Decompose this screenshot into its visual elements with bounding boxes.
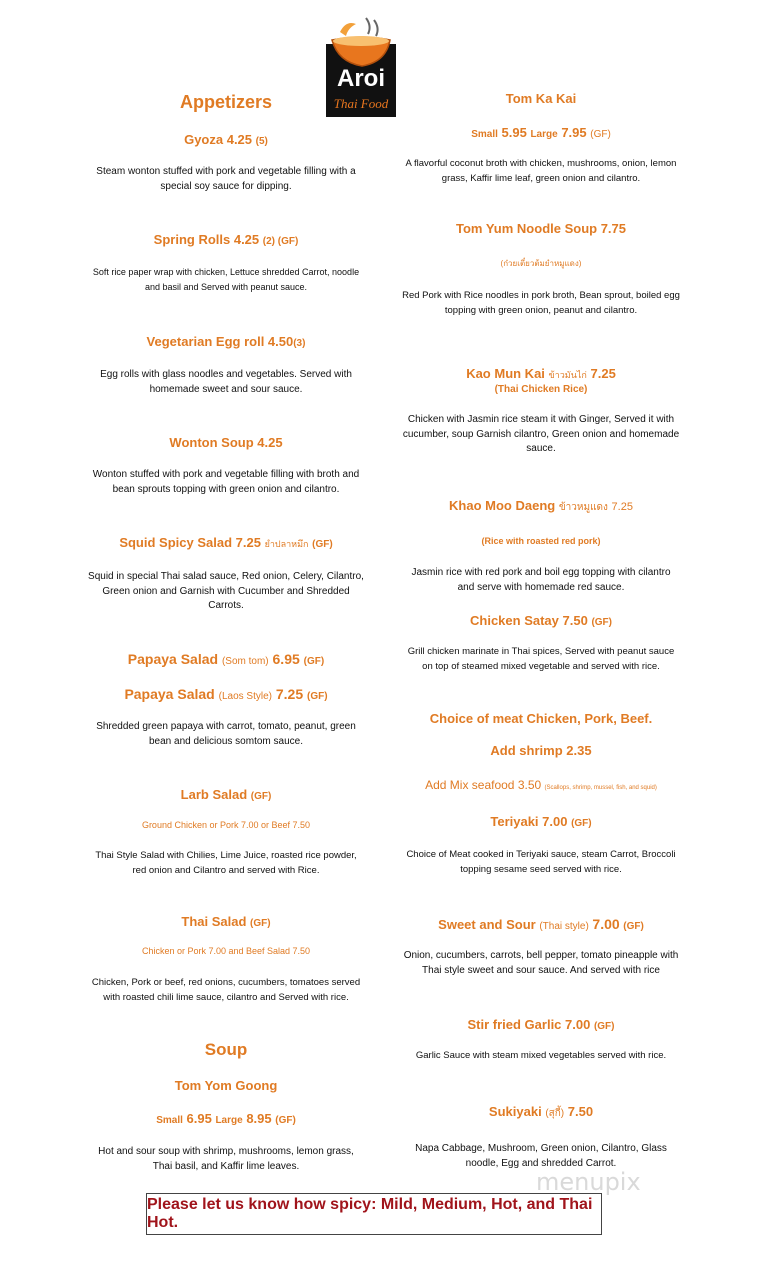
chicken-satay-desc: Grill chicken marinate in Thai spices, Served with peanut sauce on top of steamed mixed vegetable and served with rice. bbox=[407, 646, 675, 672]
stir-fried-garlic-title: Stir fried Garlic 7.00 (GF) bbox=[467, 1017, 615, 1032]
sukiyaki-title: Sukiyaki (สุกี้) 7.50 bbox=[488, 1104, 594, 1119]
watermark: menupix bbox=[536, 1168, 641, 1196]
sweet-sour-desc: Onion, cucumbers, carrots, bell pepper, tomato pineapple with Thai style sweet and sour sauce. And served with rice bbox=[403, 950, 679, 976]
stir-fried-garlic-desc: Garlic Sauce with steam mixed vegetables served with rice. bbox=[415, 1050, 667, 1061]
tom-ka-kai-prices: Small 5.95 Large 7.95 (GF) bbox=[471, 125, 611, 140]
papaya-salad-laos-title: Papaya Salad (Laos Style) 7.25 (GF) bbox=[124, 686, 328, 702]
kao-mun-kai-desc: Chicken with Jasmin rice steam it with Ginger, Served it with cucumber, soup Garnish cilantro, Green onion and homemade sauce. bbox=[402, 414, 680, 454]
teriyaki-desc: Choice of Meat cooked in Teriyaki sauce, steam Carrot, Broccoli topping sesame seed served with rice. bbox=[406, 849, 676, 875]
egg-roll-title: Vegetarian Egg roll 4.50(3) bbox=[146, 334, 306, 349]
wonton-soup-title: Wonton Soup 4.25 bbox=[169, 435, 283, 450]
kao-mun-kai-title: Kao Mun Kai ข้าวมันไก่ 7.25 bbox=[466, 366, 616, 381]
logo-name: Aroi bbox=[337, 65, 385, 92]
thai-salad-prices: Chicken or Pork 7.00 and Beef Salad 7.50 bbox=[141, 946, 311, 956]
sweet-sour-title: Sweet and Sour (Thai style) 7.00 (GF) bbox=[438, 916, 644, 932]
tom-ka-kai-desc: A flavorful coconut broth with chicken, mushrooms, onion, lemon grass, Kaffir lime leaf, green onion and cilantro. bbox=[405, 158, 677, 184]
spicy-level-note: Please let us know how spicy: Mild, Medium, Hot, and Thai Hot. bbox=[146, 1193, 602, 1235]
egg-roll-desc: Egg rolls with glass noodles and vegetables. Served with homemade sweet and sour sauce. bbox=[100, 369, 352, 395]
tom-yum-noodle-desc: Red Pork with Rice noodles in pork broth, Bean sprout, boiled egg topping with green onion, peanut and cilantro. bbox=[402, 290, 680, 316]
thai-salad-title: Thai Salad (GF) bbox=[181, 914, 271, 929]
tom-yum-goong-desc: Hot and sour soup with shrimp, mushrooms, lemon grass, Thai basil, and Kaffir lime leaves. bbox=[98, 1146, 354, 1172]
tom-yum-noodle-title: Tom Yum Noodle Soup 7.75 bbox=[456, 221, 626, 236]
squid-salad-title: Squid Spicy Salad 7.25 ยำปลาหมึก (GF) bbox=[119, 535, 333, 550]
add-shrimp: Add shrimp 2.35 bbox=[490, 743, 592, 758]
larb-salad-desc: Thai Style Salad with Chilies, Lime Juice, roasted rice powder, red onion and Cilantro and served with Rice. bbox=[95, 850, 357, 876]
papaya-salad-desc: Shredded green papaya with carrot, tomato, peanut, green bean and delicious somtom sauce. bbox=[96, 721, 356, 747]
tom-yum-goong-prices: Small 6.95 Large 8.95 (GF) bbox=[156, 1111, 296, 1126]
appetizers-heading: Appetizers bbox=[179, 92, 273, 112]
tom-yum-goong-title: Tom Yom Goong bbox=[174, 1078, 278, 1093]
wonton-soup-desc: Wonton stuffed with pork and vegetable filling with broth and bean sprouts topping with green onion and cilantro. bbox=[92, 469, 360, 495]
squid-salad-desc: Squid in special Thai salad sauce, Red onion, Celery, Cilantro, Green onion and Garnish with Cucumber and Shredded Carrots. bbox=[88, 571, 364, 611]
larb-salad-prices: Ground Chicken or Pork 7.00 or Beef 7.50 bbox=[141, 820, 311, 830]
chicken-satay-title: Chicken Satay 7.50 (GF) bbox=[470, 613, 612, 628]
teriyaki-title: Teriyaki 7.00 (GF) bbox=[490, 814, 592, 829]
papaya-salad-somtom-title: Papaya Salad (Som tom) 6.95 (GF) bbox=[127, 651, 325, 667]
tom-ka-kai-title: Tom Ka Kai bbox=[505, 91, 577, 106]
khao-moo-daeng-desc: Jasmin rice with red pork and boil egg topping with cilantro and serve with homemade red sauce. bbox=[411, 567, 671, 593]
logo-tagline: Thai Food bbox=[333, 96, 389, 111]
add-mix-seafood: Add Mix seafood 3.50 (Scallops, shrimp, mussel, fish, and squid) bbox=[425, 778, 657, 792]
thai-salad-desc: Chicken, Pork or beef, red onions, cucumbers, tomatoes served with roasted chili lime sauce, cilantro and Served with rice. bbox=[91, 977, 361, 1003]
spring-rolls-desc: Soft rice paper wrap with chicken, Lettuce shredded Carrot, noodle and basil and Served with peanut sauce. bbox=[92, 267, 360, 292]
spring-rolls-title: Spring Rolls 4.25 (2) (GF) bbox=[153, 232, 299, 247]
soup-heading: Soup bbox=[204, 1040, 248, 1059]
gyoza-desc: Steam wonton stuffed with pork and vegetable filling with a special soy sauce for dipping. bbox=[96, 166, 356, 192]
khao-moo-daeng-title: Khao Moo Daeng ข้าวหมูแดง 7.25 bbox=[449, 498, 633, 513]
choice-of-meat: Choice of meat Chicken, Pork, Beef. bbox=[429, 711, 653, 726]
gyoza-title: Gyoza 4.25 (5) bbox=[184, 132, 268, 147]
tom-yum-noodle-thai: (ก๋วยเตี๋ยวต้มยำหมูแดง) bbox=[500, 259, 582, 268]
larb-salad-title: Larb Salad (GF) bbox=[180, 787, 272, 802]
khao-moo-daeng-sub: (Rice with roasted red pork) bbox=[481, 536, 601, 546]
sukiyaki-desc: Napa Cabbage, Mushroom, Green onion, Cilantro, Glass noodle, Egg and shredded Carrot. bbox=[415, 1143, 667, 1169]
kao-mun-kai-sub: (Thai Chicken Rice) bbox=[494, 384, 588, 395]
